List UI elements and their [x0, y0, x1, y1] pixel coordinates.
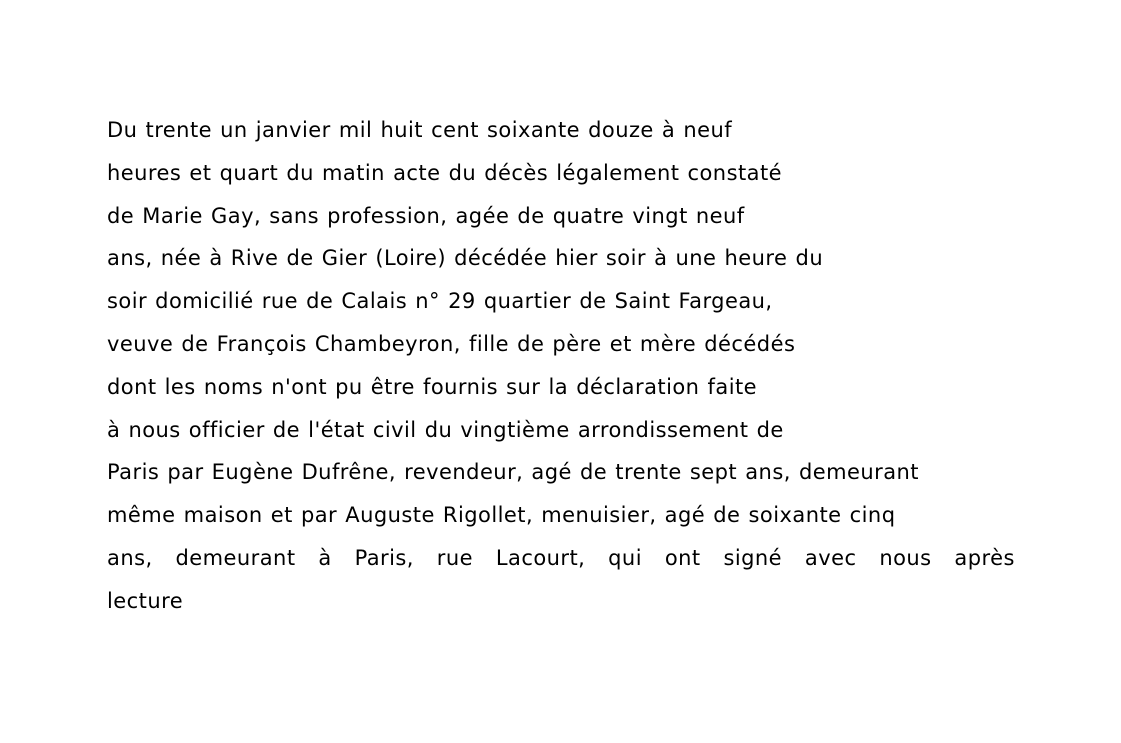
- word: qui: [608, 545, 642, 570]
- word: nous: [879, 545, 932, 570]
- text-line-5: soir domicilié rue de Calais n° 29 quartier de Saint Fargeau,: [107, 289, 773, 314]
- text-line-7: dont les noms n'ont pu être fournis sur la déclaration faite: [107, 374, 758, 399]
- word: ans,: [107, 545, 153, 570]
- text-line-6: veuve de François Chambeyron, fille de père et mère décédés: [107, 331, 796, 356]
- text-line-12: lecture: [107, 588, 184, 613]
- text-line-10: même maison et par Auguste Rigollet, menuisier, agé de soixante cinq: [107, 503, 896, 528]
- text-line-1: Du trente un janvier mil huit cent soixante douze à neuf: [107, 118, 733, 142]
- word: rue: [436, 545, 474, 570]
- word: avec: [804, 545, 857, 570]
- word: Paris,: [354, 545, 414, 570]
- text-line-2: heures et quart du matin acte du décès légalement constaté: [107, 160, 783, 185]
- death-record-text: [107, 109, 1017, 623]
- text-line-11: [107, 537, 1015, 580]
- word: signé: [723, 545, 783, 570]
- word: Lacourt,: [495, 545, 586, 570]
- word: à: [318, 545, 332, 570]
- text-line-4: ans, née à Rive de Gier (Loire) décédée hier soir à une heure du: [107, 246, 824, 271]
- text-line-3: de Marie Gay, sans profession, agée de quatre vingt neuf: [107, 203, 745, 228]
- text-line-8: à nous officier de l'état civil du vingtième arrondissement de: [107, 417, 784, 442]
- word: demeurant: [175, 545, 296, 570]
- word: ont: [664, 545, 701, 570]
- text-line-9: Paris par Eugène Dufrêne, revendeur, agé de trente sept ans, demeurant: [107, 460, 919, 485]
- word: après: [954, 545, 1015, 570]
